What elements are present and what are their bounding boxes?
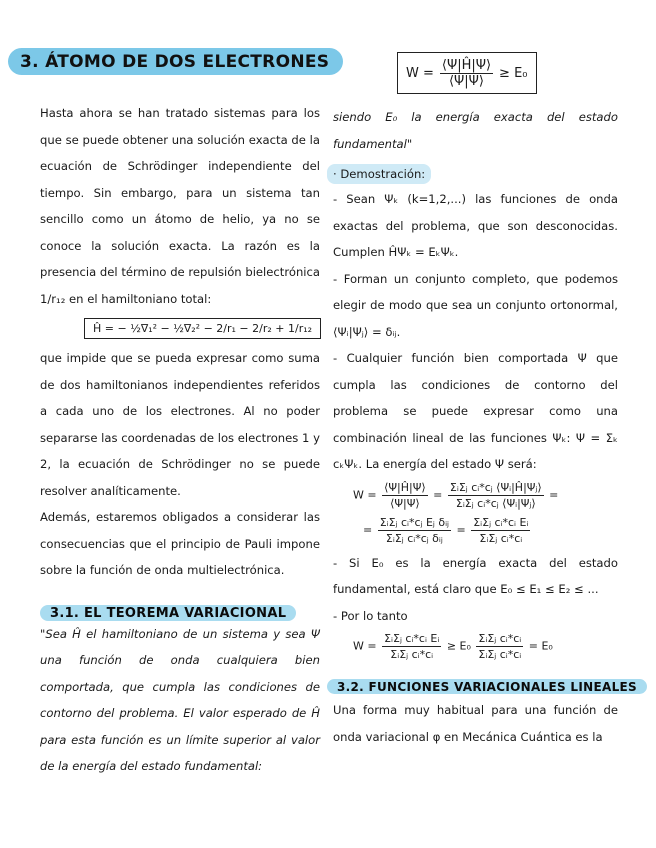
variational-formula-box: [397, 52, 537, 94]
formula-lhs: W =: [406, 66, 434, 81]
eq3-lhs: W =: [353, 639, 377, 653]
eq2-f1-num: ΣᵢΣⱼ cᵢ*cⱼ Eⱼ δᵢⱼ: [379, 515, 449, 529]
energy-equation-2: = $\frac{\text{ΣᵢΣⱼ cᵢ*cⱼ Eⱼ δᵢⱼ}}{\text{ΣᵢΣⱼ cᵢ*cⱼ δᵢⱼ}}$ = $\frac{\text{ΣᵢΣⱼ cᵢ*cᵢ Eᵢ}}{\text{ΣᵢΣⱼ cᵢ*cᵢ}}$: [363, 515, 529, 545]
eq1-f2-den: ΣᵢΣⱼ cᵢ*cⱼ ⟨Ψᵢ|Ψⱼ⟩: [455, 496, 536, 510]
eq2-fraction-2: [471, 515, 530, 546]
intro-paragraph: Hasta ahora se han tratado sistemas para los que se puede obtener una solución exacta de la ecuación de Schrödinger independiente del tiempo. Sin embargo, para un sistema tan sencillo como un átomo de helio, ya no se conoce la solución exacta. La razón es la presencia del término de repulsión bielectrónica 1/r₁₂ en el hamiltoniano total:: [40, 106, 320, 306]
theorem-statement: "Sea Ĥ el hamiltoniano de un sistema y sea Ψ una función de onda cualquiera bien comportada, que cumpla las condiciones de contorno del problema. El valor esperado de Ĥ para esta función es un límite superior al valor de la energía del estado fundamental:: [40, 626, 320, 773]
energy-equation-1: W = $\frac{⟨\Psi|Ĥ|\Psi⟩}{⟨\Psi|\Psi⟩}$ = $\frac{\text{ΣᵢΣⱼ cᵢ*cⱼ ⟨Ψᵢ|Ĥ|Ψⱼ⟩}}{\text{ΣᵢΣⱼ cᵢ*cⱼ ⟨Ψᵢ|Ψⱼ⟩}}$ =: [353, 480, 559, 510]
proof-item-1: - Sean Ψₖ (k=1,2,...) las funciones de onda exactas del problema, que son desconocidas. Cumplen ĤΨₖ = EₖΨₖ.: [333, 192, 618, 259]
left-column: [40, 100, 320, 780]
proof-item-3: - Cualquier función bien comportada Ψ que cumpla las condiciones de contorno del problema se puede expresar como una combinación lineal de las funciones Ψₖ: Ψ = Σₖ cₖΨₖ. La energía del estado Ψ será:: [333, 351, 618, 471]
eq2-f2-num: ΣᵢΣⱼ cᵢ*cᵢ Eᵢ: [473, 515, 529, 529]
proof-item-4: - Si E₀ es la energía exacta del estado fundamental, está claro que E₀ ≤ E₁ ≤ E₂ ≤ ...: [333, 555, 618, 596]
section-heading-variational-theorem: 3.1. EL TEOREMA VARIACIONAL: [40, 605, 296, 621]
energy-inequality: [353, 631, 618, 662]
proof-item-5: - Por lo tanto: [333, 608, 408, 623]
eq1-lhs: W =: [353, 488, 377, 501]
eq3-fraction-1: [382, 631, 441, 662]
eq1-fraction-1: [382, 480, 428, 511]
formula-numerator: ⟨Ψ|Ĥ|Ψ⟩: [441, 58, 492, 73]
demonstration-label: · Demostración:: [327, 164, 431, 184]
pauli-paragraph: Además, estaremos obligados a considerar las consecuencias que el principio de Pauli impone sobre la función de onda multielectrónica.: [40, 510, 320, 577]
hamiltonian-box: Ĥ = − ½∇₁² − ½∇₂² − 2/r₁ − 2/r₂ + 1/r₁₂: [84, 318, 321, 339]
theorem-continuation: siendo E₀ la energía exacta del estado fundamental": [333, 110, 618, 151]
formula-denominator: ⟨Ψ|Ψ⟩: [448, 74, 484, 89]
formula-fraction: [440, 58, 493, 89]
eq3-f2-den: ΣᵢΣⱼ cᵢ*cᵢ: [478, 648, 522, 661]
eq3-fraction-2: [476, 631, 523, 662]
eq1-f1-den: ⟨Ψ|Ψ⟩: [390, 496, 420, 510]
page-title: 3. ÁTOMO DE DOS ELECTRONES: [8, 48, 343, 75]
eq1-f2-num: ΣᵢΣⱼ cᵢ*cⱼ ⟨Ψᵢ|Ĥ|Ψⱼ⟩: [449, 480, 542, 494]
eq2-f2-den: ΣᵢΣⱼ cᵢ*cᵢ: [479, 531, 523, 545]
section-heading-linear-variational: 3.2. FUNCIONES VARIACIONALES LINEALES: [327, 679, 647, 694]
linear-variational-paragraph: Una forma muy habitual para una función de onda variacional φ en Mecánica Cuántica es la: [333, 703, 618, 744]
eq3-f1-den: ΣᵢΣⱼ cᵢ*cᵢ: [390, 648, 434, 661]
eq3-rhs: = E₀: [528, 639, 553, 653]
eq3-f2-num: ΣᵢΣⱼ cᵢ*cᵢ: [478, 632, 522, 645]
eq1-f1-num: ⟨Ψ|Ĥ|Ψ⟩: [384, 480, 426, 494]
right-column: [333, 104, 637, 750]
eq3-f1-num: ΣᵢΣⱼ cᵢ*cᵢ Eᵢ: [384, 632, 440, 645]
eq3-mid: ≥ E₀: [446, 639, 471, 653]
separation-paragraph: que impide que se pueda expresar como suma de dos hamiltonianos independientes referidos a cada uno de los electrones. Al no poder separarse las coordenadas de los electrones 1 y 2, la ecuación de Schrödinger no se puede resolver analíticamente.: [40, 351, 320, 498]
formula-rhs: ≥ E₀: [499, 66, 528, 81]
proof-item-2: - Forman un conjunto completo, que podemos elegir de modo que sea un conjunto ortonormal, ⟨Ψᵢ|Ψⱼ⟩ = δᵢⱼ.: [333, 271, 618, 339]
eq1-fraction-2: [448, 480, 544, 511]
eq2-f1-den: ΣᵢΣⱼ cᵢ*cⱼ δᵢⱼ: [385, 531, 443, 545]
eq2-fraction-1: [378, 515, 451, 546]
